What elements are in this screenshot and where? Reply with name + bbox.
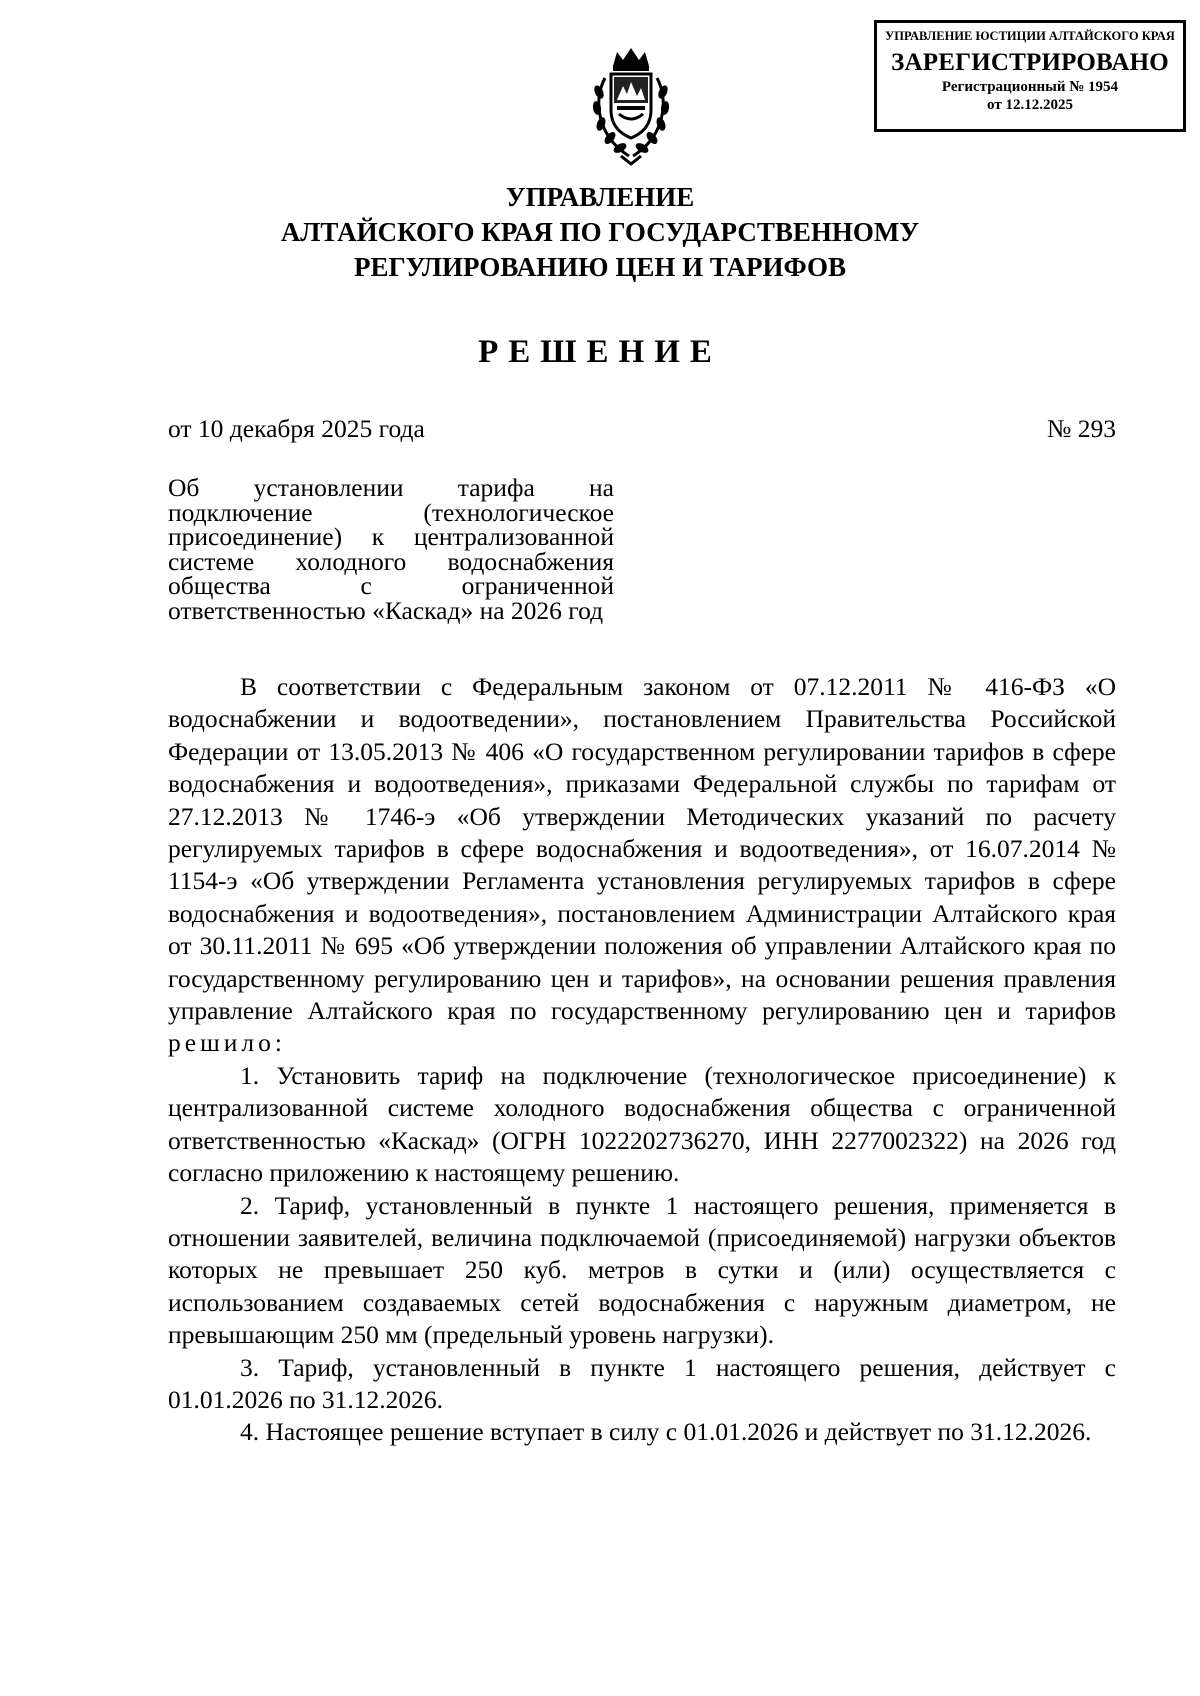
- stamp-status: ЗАРЕГИСТРИРОВАНО: [891, 49, 1169, 76]
- document-subject: Об установлении тарифа на подключение (технологическое присоединение) к централизованной системе холодного водоснабжения общества с ограниченной ответственностью «Каскад» на 2026 год: [168, 473, 614, 625]
- issuer-line-3: РЕГУЛИРОВАНИЮ ЦЕН И ТАРИФОВ: [353, 252, 847, 282]
- item-4: 4. Настоящее решение вступает в силу с 01.01.2026 и действует по 31.12.2026.: [240, 1417, 1092, 1447]
- issuer-line-1: УПРАВЛЕНИЕ: [505, 182, 695, 212]
- document-date: от 10 декабря 2025 года: [168, 414, 425, 443]
- item-3: 3. Тариф, установленный в пункте 1 настоящего решения, действует с 01.01.2026 по 31.12.2026.: [168, 1352, 1116, 1414]
- stamp-organization: УПРАВЛЕНИЕ ЮСТИЦИИ АЛТАЙСКОГО КРАЯ: [885, 29, 1175, 43]
- document-body: [168, 671, 1116, 1449]
- document-number: № 293: [1047, 414, 1116, 443]
- stamp-reg-number: Регистрационный № 1954: [941, 79, 1119, 95]
- stamp-reg-date: от 12.12.2025: [987, 97, 1073, 113]
- issuer-line-2: АЛТАЙСКОГО КРАЯ ПО ГОСУДАРСТВЕННОМУ: [280, 217, 920, 247]
- item-2: 2. Тариф, установленный в пункте 1 настоящего решения, применяется в отношении заявителей, величина подключаемой (присоединяемой) нагрузки объектов которых не превышает 250 куб. метров в сутки и (или) осуществляется с использованием создаваемых сетей водоснабжения с наружным диаметром, не превышающим 250 мм (предельный уровень нагрузки).: [168, 1190, 1116, 1350]
- registration-stamp: [874, 20, 1186, 132]
- issuer-header: [0, 180, 1200, 285]
- item-1: 1. Установить тариф на подключение (технологическое присоединение) к централизованной системе холодного водоснабжения общества с ограниченной ответственностью «Каскад» (ОГРН 1022202736270, ИНН 2277002322) на 2026 год согласно приложению к настоящему решению.: [168, 1060, 1116, 1188]
- preamble-verb: решило:: [168, 1028, 286, 1058]
- altai-krai-coat-of-arms-icon: [583, 44, 679, 168]
- preamble-text: В соответствии с Федеральным законом от 07.12.2011 № 416-ФЗ «О водоснабжении и водоотведении», постановлением Правительства Российской Федерации от 13.05.2013 № 406 «О государственном регулировании тарифов в сфере водоснабжения и водоотведения», приказами Федеральной службы по тарифам от 27.12.2013 № 1746-э «Об утверждении Методических указаний по расчету регулируемых тарифов в сфере водоснабжения и водоотведения», от 16.07.2014 № 1154-э «Об утверждении Регламента установления регулируемых тарифов в сфере водоснабжения и водоотведения», постановлением Администрации Алтайского края от 30.11.2011 № 695 «Об утверждении положения об управлении Алтайского края по государственному регулированию цен и тарифов», на основании решения правления управление Алтайского края по государственному регулированию цен и тарифов: [168, 672, 1116, 1026]
- date-number-line: [168, 413, 1116, 445]
- preamble-paragraph: [168, 671, 1116, 1060]
- document-type-title: РЕШЕНИЕ: [478, 334, 722, 370]
